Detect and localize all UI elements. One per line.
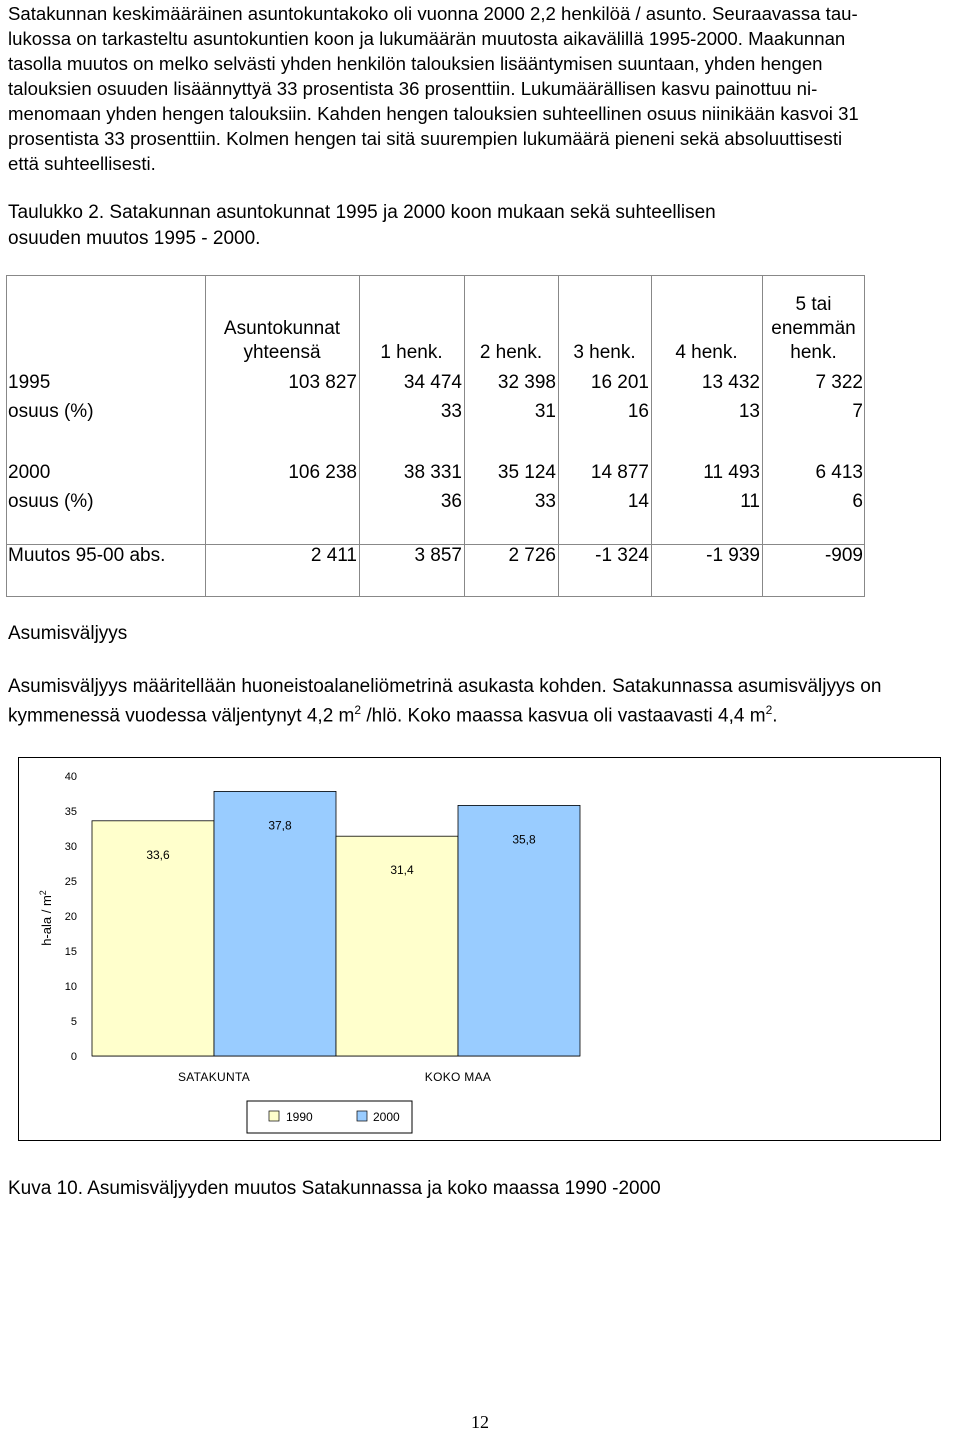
table-cell: -1 939 <box>706 545 760 566</box>
y-axis-label: $h-ala / m^2$ <box>38 890 54 946</box>
y-tick-label: 25 <box>64 876 77 888</box>
table-header-cell: 2 henk. <box>479 342 543 363</box>
table-caption-line1: Taulukko 2. Satakunnan asuntokunnat 1995 ja 2000 koon mukaan sekä suhteellisen <box>8 202 716 223</box>
table-cell: 3 857 <box>414 545 462 566</box>
y-tick-label: 0 <box>70 1051 77 1063</box>
table-cell: osuus (%) <box>8 491 94 512</box>
table-cell: -909 <box>824 545 863 566</box>
table-cell: 103 827 <box>288 372 357 393</box>
intro-line: tasolla muutos on melko selvästi yhden henkilön talouksien lisääntymisen suuntaan, yhden hengen <box>8 53 823 74</box>
bar-data-label: 37,8 <box>268 818 292 833</box>
table-cell: 14 877 <box>590 462 649 483</box>
intro-line: Satakunnan keskimääräinen asuntokuntakoko oli vuonna 2000 2,2 henkilöä / asunto. Seuraavassa tau- <box>8 3 858 24</box>
table-header-cell: 3 henk. <box>573 342 636 363</box>
legend-label-2000: 2000 <box>373 1110 400 1124</box>
y-tick-label: 35 <box>64 806 77 818</box>
table-cell: 2000 <box>8 462 51 483</box>
table-cell: 33 <box>440 401 462 422</box>
table-cell: 34 474 <box>403 372 462 393</box>
y-tick-label: 10 <box>64 981 77 993</box>
table-header-cell: 5 tai enemmän henk. <box>771 294 856 363</box>
legend-swatch-2000 <box>357 1111 367 1121</box>
y-tick-label: 40 <box>64 771 77 783</box>
x-category-label: SATAKUNTA <box>177 1070 251 1084</box>
table-cell: 2 411 <box>310 545 357 566</box>
table-cell: 13 432 <box>701 372 760 393</box>
table-cell: 6 413 <box>815 462 863 483</box>
page-number: 12 <box>471 1412 489 1432</box>
section-text-line2: kymmenessä vuodessa väljentynyt 4,2 $m^2$ /hlö. Koko maassa kasvua oli vastaavasti 4,4 $m^2$. <box>8 703 778 727</box>
table-cell: 16 201 <box>590 372 649 393</box>
table-cell: 106 238 <box>288 462 357 483</box>
table-cell: -1 324 <box>595 545 649 566</box>
intro-line: että suhteellisesti. <box>8 153 156 174</box>
table-cell: 1995 <box>8 372 51 393</box>
table-cell: 14 <box>627 491 649 512</box>
table-cell: 2 726 <box>508 545 556 566</box>
y-tick-label: 20 <box>64 911 77 923</box>
table-cell: 16 <box>627 401 649 422</box>
table-cell: 35 124 <box>497 462 556 483</box>
table-cell: 33 <box>534 491 556 512</box>
legend-label-1990: 1990 <box>286 1110 313 1124</box>
chart-legend <box>247 1101 412 1133</box>
table-cell: 11 <box>740 491 760 512</box>
table-header-cell: Asuntokunnat yhteensä <box>223 318 341 363</box>
table-header-cell: 4 henk. <box>675 342 738 363</box>
table-caption-line2: osuuden muutos 1995 - 2000. <box>8 228 261 249</box>
table-cell: 11 493 <box>703 462 760 483</box>
bar-data-label: 35,8 <box>512 832 536 847</box>
table-cell: 36 <box>440 491 462 512</box>
table-header-cell: 1 henk. <box>380 342 443 363</box>
table-cell: 38 331 <box>403 462 462 483</box>
table-cell: 13 <box>738 401 760 422</box>
table-cell: 6 <box>852 491 863 512</box>
intro-line: menomaan yhden hengen talouksiin. Kahden hengen talouksien suhteellinen osuus niinikään kasvoi 31 <box>8 103 859 124</box>
section-text-line1: Asumisväljyys määritellään huoneistoalaneliömetrinä asukasta kohden. Satakunnassa asumisväljyys on <box>8 676 882 697</box>
table-cell: 32 398 <box>497 372 556 393</box>
legend-swatch-1990 <box>269 1111 279 1121</box>
table-cell: Muutos 95-00 abs. <box>8 545 166 566</box>
bar-data-label: 33,6 <box>146 847 170 862</box>
y-tick-label: 15 <box>64 946 77 958</box>
table-cell: 31 <box>534 401 556 422</box>
intro-line: lukossa on tarkasteltu asuntokuntien koon ja lukumäärän muutosta aikavälillä 1995-2000. Maakunnan <box>8 28 846 49</box>
intro-line: talouksien osuuden lisäännyttyä 33 prosentista 36 prosenttiin. Lukumäärällisen kasvu painottuu ni- <box>8 78 818 99</box>
intro-line: prosentista 33 prosenttiin. Kolmen hengen tai sitä suurempien lukumäärä pieneni sekä absoluuttisesti <box>8 128 843 149</box>
table-cell: 7 322 <box>815 372 863 393</box>
y-tick-label: 30 <box>64 841 77 853</box>
table-cell: osuus (%) <box>8 401 94 422</box>
section-heading: Asumisväljyys <box>8 623 128 644</box>
figure-caption: Kuva 10. Asumisväljyyden muutos Satakunnassa ja koko maassa 1990 -2000 <box>8 1178 661 1199</box>
y-tick-label: 5 <box>70 1016 77 1028</box>
bar-data-label: 31,4 <box>390 863 414 878</box>
table-cell: 7 <box>852 401 863 422</box>
x-category-label: KOKO MAA <box>424 1070 492 1084</box>
